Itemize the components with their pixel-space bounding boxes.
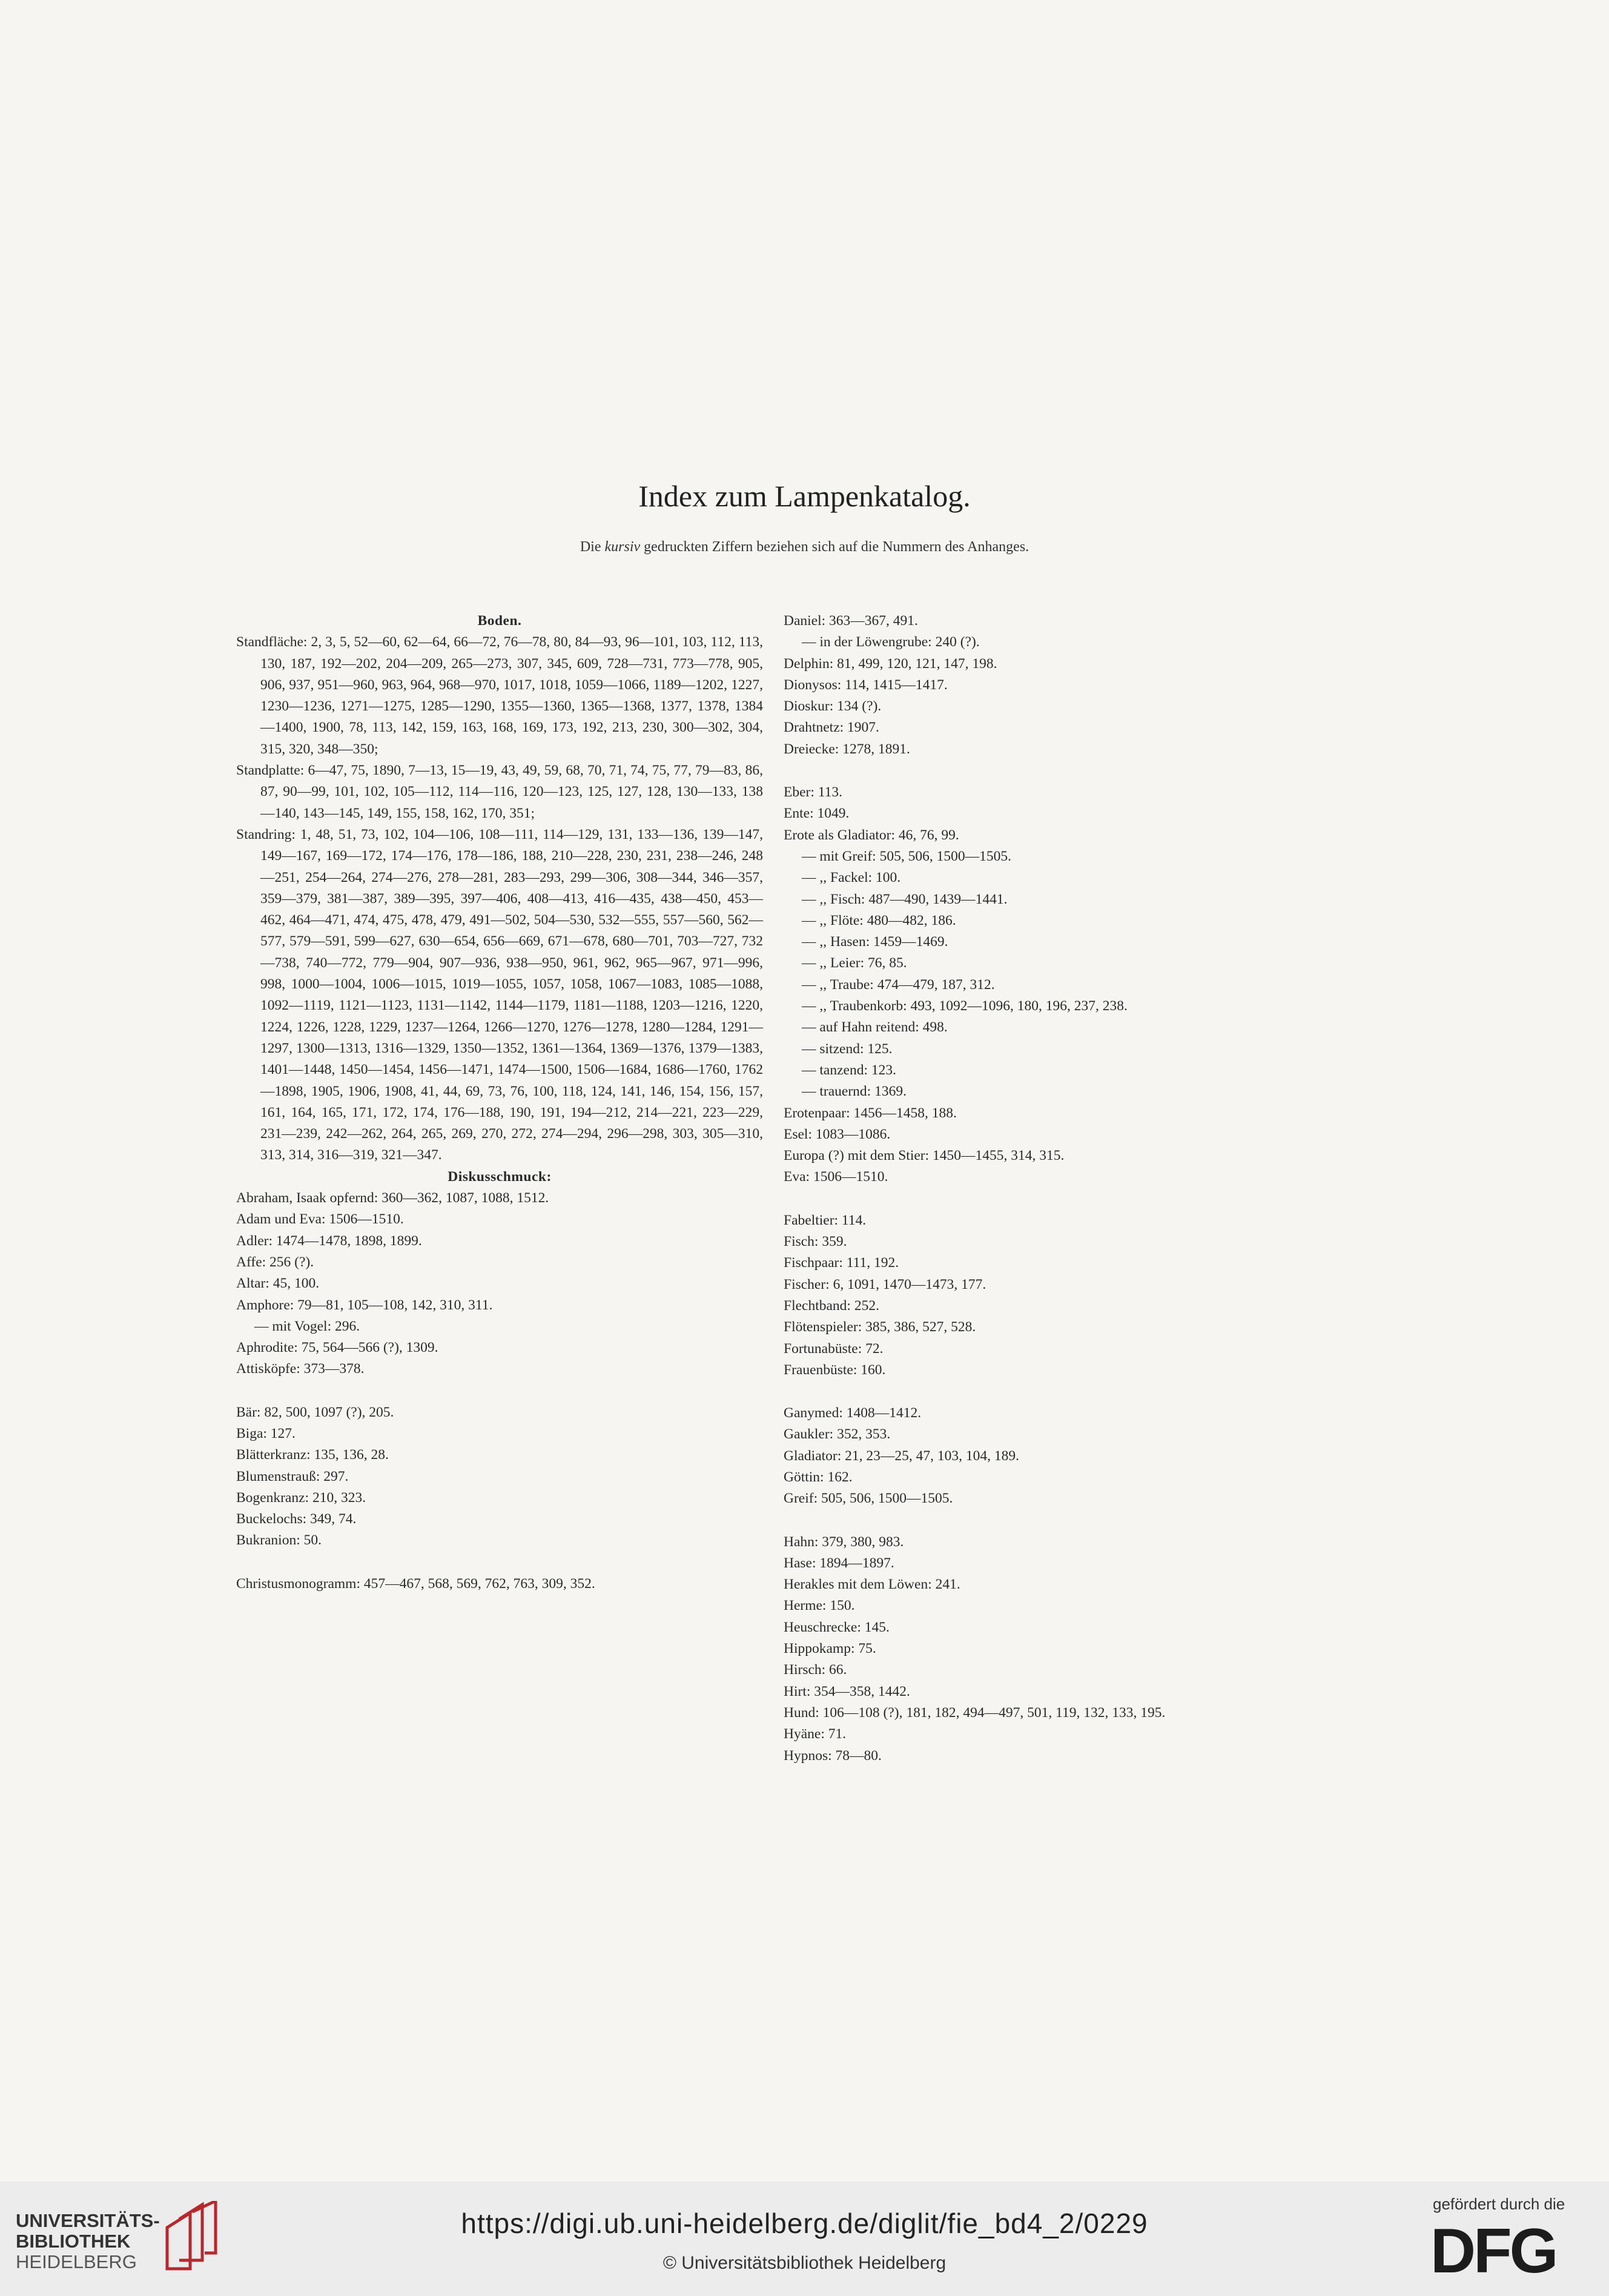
index-entry: Christusmonogramm: 457—467, 568, 569, 762, 763, 309, 352. [236,1575,595,1592]
index-subentry: — ,, Flöte: 480—482, 186. [802,912,956,928]
index-entry: Ganymed: 1408—1412. [784,1405,922,1421]
index-entry: Altar: 45, 100. [236,1275,320,1292]
index-entry: Fischpaar: 111, 192. [784,1255,899,1271]
logo-line-2: BIBLIOTHEK [16,2231,131,2252]
index-entry: Heuschrecke: 145. [784,1619,890,1635]
index-entry: Adam und Eva: 1506—1510. [236,1211,404,1228]
index-entry: Hirt: 354—358, 1442. [784,1683,910,1699]
index-entry: Frauenbüste: 160. [784,1361,886,1378]
index-entry: Fabeltier: 114. [784,1212,867,1228]
subtitle [0,539,1609,555]
index-entry: Delphin: 81, 499, 120, 121, 147, 198. [784,655,997,672]
section-heading: Boden. [477,613,522,629]
index-entry: Amphore: 79—81, 105—108, 142, 310, 311. [236,1297,493,1313]
index-subentry: — ,, Traube: 474—479, 187, 312. [802,976,995,993]
index-entry: Bär: 82, 500, 1097 (?), 205. [236,1404,394,1420]
index-entry: Standring: 1, 48, 51, 73, 102, 104—106, 108—111, 114—129, 131, 133—136, 139—147, 149—167, 169—172, 174—176, 178—186, 188, 210—228, 230, 231, 238—246, 248—251, 254—264, 274—276, 278—281, 283—293, 299—306, 308—344, 346—357, 359—379, 381—387, 389—395, 397—406, 408—413, 416—435, 438—450, 453—462, 464—471, 474, 475, 478, 479, 491—502, 504—530, 532—555, 557—560, 562—577, 579—591, 599—627, 630—654, 656—669, 671—678, 680—701, 703—727, 732—738, 740—772, 779—904, 907—936, 938—950, 961, 962, 965—967, 971—996, 998, 1000—1004, 1006—1015, 1019—1055, 1057, 1058, 1067—1083, 1085—1088, 1092—1119, 1121—1123, 1131—1142, 1144—1179, 1181—1188, 1203—1216, 1220, 1224, 1226, 1228, 1229, 1237—1264, 1266—1270, 1276—1278, 1280—1284, 1291—1297, 1300—1313, 1316—1329, 1350—1352, 1361—1364, 1369—1376, 1379—1383, 1401—1448, 1450—1454, 1456—1471, 1474—1500, 1506—1684, 1686—1760, 1762—1898, 1905, 1906, 1908, 41, 44, 69, 73, 76, 100, 118, 124, 141, 146, 154, 156, 157, 161, 164, 165, 171, 172, 174, 176—188, 190, 191, 194—212, 214—221, 223—229, 231—239, 242—262, 264, 265, 269, 270, 272, 274—294, 296—298, 303, 305—310, 313, 314, 316—319, 321—347. [236,826,763,1163]
subtitle-after: gedruckten Ziffern beziehen sich auf die Nummern des Anhanges. [640,539,1029,555]
index-entry: Erote als Gladiator: 46, 76, 99. [784,827,959,843]
index-entry: Standfläche: 2, 3, 5, 52—60, 62—64, 66—72, 76—78, 80, 84—93, 96—101, 103, 112, 113, 130, 187, 192—202, 204—209, 265—273, 307, 345, 609, 728—731, 773—778, 905, 906, 937, 951—960, 963, 964, 968—970, 1017, 1018, 1059—1066, 1189—1202, 1227, 1230—1236, 1271—1275, 1285—1290, 1355—1360, 1365—1368, 1377, 1378, 1384—1400, 1900, 78, 113, 142, 159, 163, 168, 169, 173, 192, 213, 230, 300—302, 304, 315, 320, 348—350; [236,634,763,757]
section-heading: Diskusschmuck: [448,1168,552,1185]
index-entry: Hippokamp: 75. [784,1641,876,1657]
spacer [784,760,1329,782]
index-entry: Fortunabüste: 72. [784,1340,884,1357]
index-entry: Eva: 1506—1510. [784,1169,888,1185]
index-entry: Erotenpaar: 1456—1458, 188. [784,1105,957,1121]
index-entry: Buckelochs: 349, 74. [236,1511,357,1527]
index-entry: Fisch: 359. [784,1234,847,1250]
index-entry: Hund: 106—108 (?), 181, 182, 494—497, 501, 119, 132, 133, 195. [784,1704,1166,1721]
index-entry: Aphrodite: 75, 564—566 (?), 1309. [236,1340,438,1356]
index-subentry: — ,, Fisch: 487—490, 1439—1441. [802,891,1008,907]
permalink-url[interactable]: https://digi.ub.uni-heidelberg.de/diglit/fie_bd4_2/0229 [461,2208,1148,2239]
spacer [784,1510,1329,1532]
spacer [236,1552,763,1573]
index-entry: Gladiator: 21, 23—25, 47, 103, 104, 189. [784,1447,1020,1464]
index-entry: Affe: 256 (?). [236,1254,314,1270]
spacer [236,1380,763,1402]
index-subentry: — ,, Traubenkorb: 493, 1092—1096, 180, 196, 237, 238. [802,998,1128,1014]
index-entry: Standplatte: 6—47, 75, 1890, 7—13, 15—19, 43, 49, 59, 68, 70, 71, 74, 75, 77, 79—83, 86, 87, 90—99, 101, 102, 105—112, 114—116, 120—123, 125, 127, 128, 130—133, 138—140, 143—145, 149, 155, 158, 162, 170, 351; [236,763,763,821]
index-entry: Flötenspieler: 385, 386, 527, 528. [784,1319,976,1335]
left-column [236,610,763,1595]
index-entry: Fischer: 6, 1091, 1470—1473, 177. [784,1276,986,1292]
index-entry: Hirsch: 66. [784,1662,847,1678]
index-subentry: — sitzend: 125. [802,1040,893,1057]
logo-line-1: UNIVERSITÄTS- [16,2210,160,2231]
index-subentry: — ,, Leier: 76, 85. [802,955,907,971]
index-subentry: — mit Vogel: 296. [254,1318,360,1334]
index-subentry: — in der Löwengrube: 240 (?). [802,634,980,650]
index-entry: Herme: 150. [784,1598,855,1614]
index-entry: Adler: 1474—1478, 1898, 1899. [236,1232,422,1249]
index-entry: Hyäne: 71. [784,1726,847,1742]
index-entry: Hahn: 379, 380, 983. [784,1533,904,1550]
index-entry: Drahtnetz: 1907. [784,720,879,736]
index-subentry: — auf Hahn reitend: 498. [802,1019,948,1036]
spacer [784,1188,1329,1210]
index-entry: Hypnos: 78—80. [784,1747,882,1764]
index-entry: Hase: 1894—1897. [784,1555,894,1571]
logo-line-3: HEIDELBERG [16,2251,137,2272]
subtitle-before: Die [580,539,605,555]
index-entry: Attisköpfe: 373—378. [236,1361,365,1377]
index-subentry: — ,, Hasen: 1459—1469. [802,934,948,950]
page-title: Index zum Lampenkatalog. [638,479,971,513]
index-entry: Dionysos: 114, 1415—1417. [784,677,948,693]
index-entry: Gaukler: 352, 353. [784,1426,891,1443]
index-entry: Bogenkranz: 210, 323. [236,1489,366,1506]
spacer [784,1381,1329,1403]
index-entry: Biga: 127. [236,1425,296,1441]
index-subentry: — mit Greif: 505, 506, 1500—1505. [802,848,1011,864]
index-entry: Dreiecke: 1278, 1891. [784,741,910,757]
index-entry: Blätterkranz: 135, 136, 28. [236,1447,389,1463]
index-entry: Esel: 1083—1086. [784,1126,891,1142]
subtitle-italic-word: kursiv [604,539,641,555]
index-subentry: — tanzend: 123. [802,1062,896,1078]
copyright-notice: © Universitätsbibliothek Heidelberg [662,2253,947,2273]
index-entry: Ente: 1049. [784,806,850,822]
index-entry: Herakles mit dem Löwen: 241. [784,1576,960,1593]
index-entry: Europa (?) mit dem Stier: 1450—1455, 314, 315. [784,1148,1065,1164]
index-entry: Blumenstrauß: 297. [236,1468,349,1484]
right-column [784,610,1329,1767]
svg-text:DFG: DFG [1430,2219,1556,2280]
dfg-logo[interactable] [1430,2219,1588,2280]
index-entry: Abraham, Isaak opfernd: 360—362, 1087, 1088, 1512. [236,1190,549,1206]
index-entry: Daniel: 363—367, 491. [784,613,918,629]
footer-bar [0,2182,1609,2296]
index-entry: Dioskur: 134 (?). [784,698,882,715]
index-subentry: — trauernd: 1369. [802,1083,907,1100]
index-entry: Göttin: 162. [784,1469,853,1485]
index-entry: Bukranion: 50. [236,1532,322,1549]
index-entry: Eber: 113. [784,784,843,801]
funding-caption: gefördert durch die [1433,2195,1565,2213]
index-subentry: — ,, Fackel: 100. [802,870,901,886]
index-entry: Greif: 505, 506, 1500—1505. [784,1490,953,1507]
index-entry: Flechtband: 252. [784,1297,879,1314]
